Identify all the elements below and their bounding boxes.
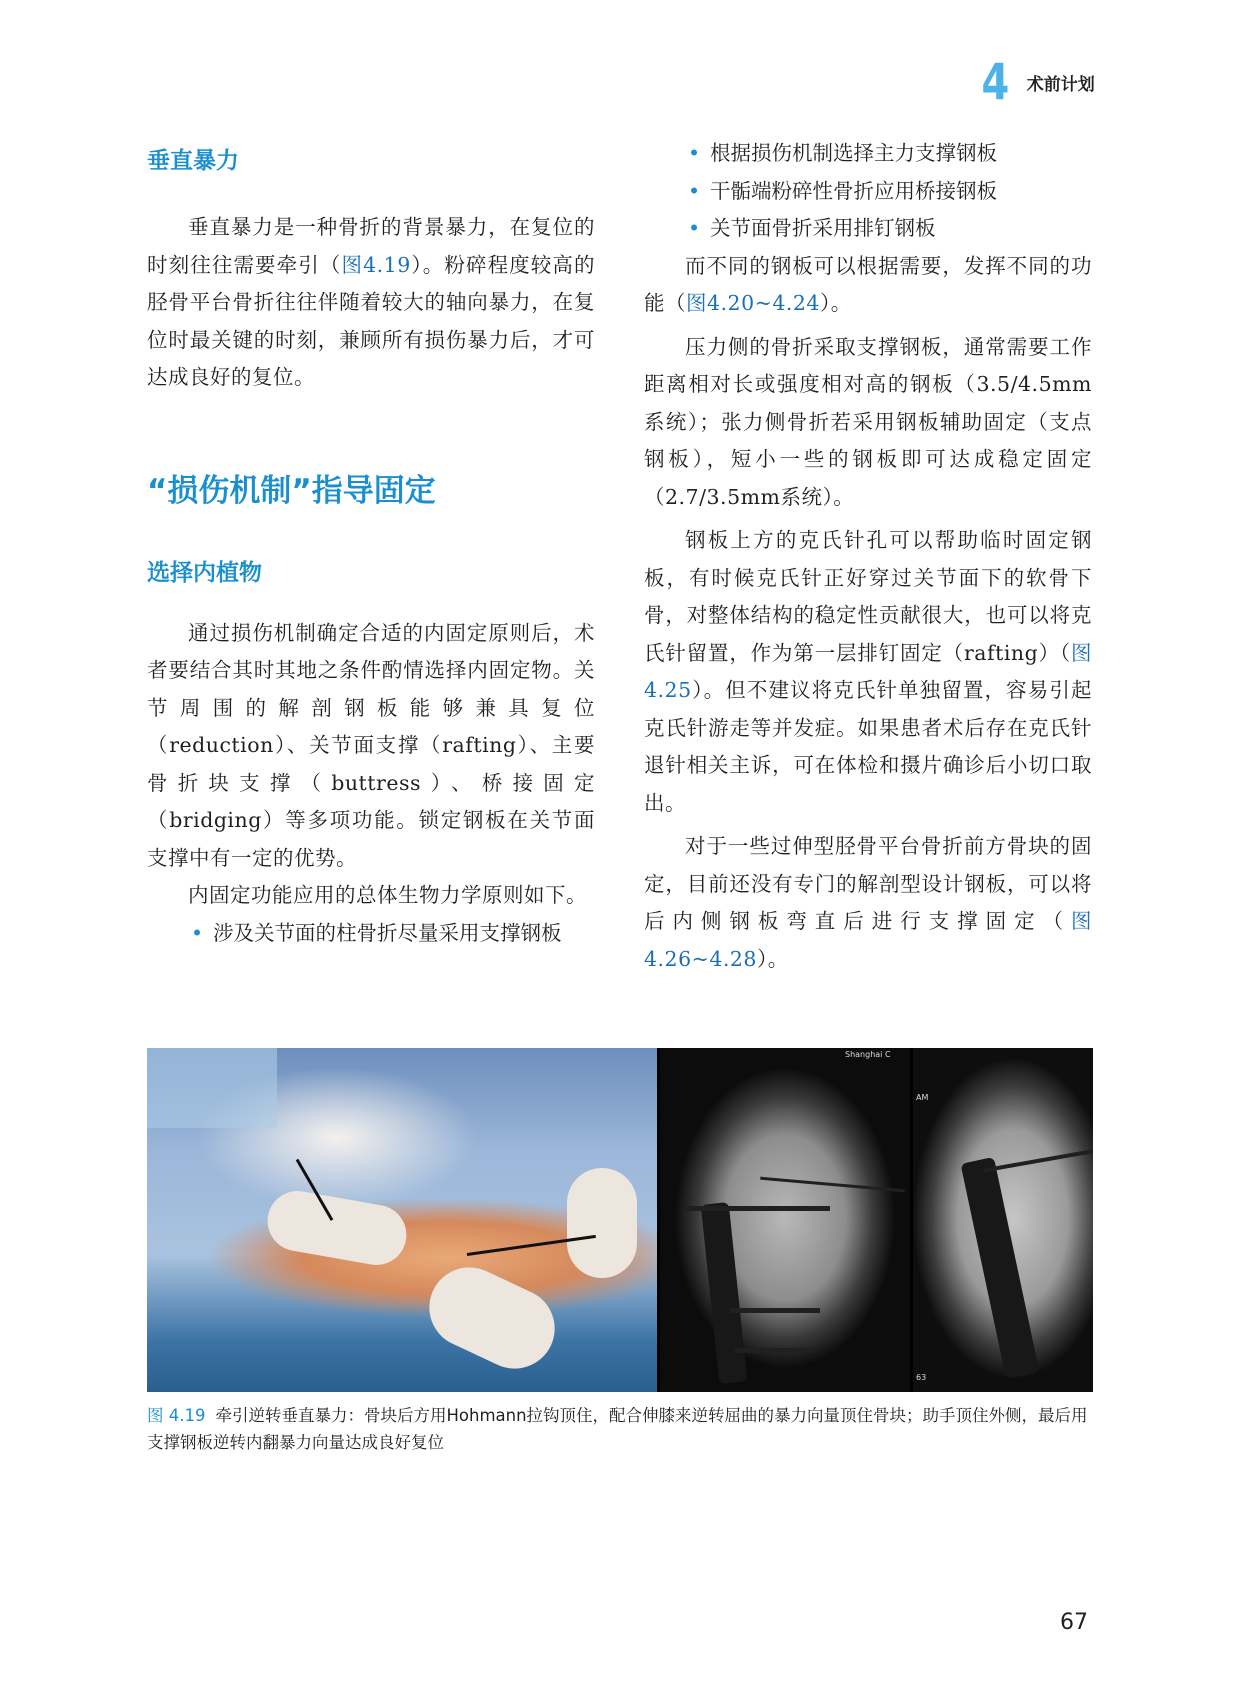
figure-caption <box>147 1402 1093 1456</box>
xray-label: Shanghai C <box>845 1050 891 1059</box>
surgery-photo <box>147 1048 657 1392</box>
paragraph-compression-side: 压力侧的骨折采取支撑钢板，通常需要工作距离相对长或强度相对高的钢板（3.5/4.5mm系统）；张力侧骨折若采用钢板辅助固定（支点钢板），短小一些的钢板即可达成稳定固定（2.7/3.5mm系统）。 <box>644 334 1092 509</box>
xray-label: AM <box>916 1093 929 1102</box>
kirschner-wire <box>760 1177 905 1193</box>
xray-lateral-view <box>913 1048 1093 1392</box>
support-plate <box>961 1157 1040 1379</box>
bullet-icon: • <box>688 216 701 240</box>
figure-reference-4-25[interactable]: 图4.25 <box>644 640 1092 702</box>
support-plate <box>701 1202 748 1384</box>
screw <box>735 1348 815 1353</box>
paragraph-implant-selection: 通过损伤机制确定合适的内固定原则后，术者要结合其时其地之条件酌情选择内固定物。关节周围的解剖钢板能够兼具复位（reduction）、关节面支撑（rafting）、主要骨折块支撑（buttress）、桥接固定（bridging）等多项功能。锁定钢板在关节面支撑中有一定的优势。 <box>147 620 595 870</box>
surgeon-glove <box>416 1254 568 1381</box>
kirschner-wire <box>984 1148 1093 1173</box>
figure-4-19 <box>147 1048 1093 1392</box>
chapter-title: 术前计划 <box>1026 74 1095 95</box>
paragraph-principles: 内固定功能应用的总体生物力学原则如下。 <box>188 883 587 907</box>
page-number: 67 <box>1060 1610 1088 1635</box>
xray-ap-view <box>660 1048 910 1392</box>
surgical-drape <box>147 1048 277 1128</box>
subsection-heading-implant: 选择内植物 <box>147 559 262 586</box>
chapter-header <box>978 53 1095 111</box>
paragraph-plate-functions: 而不同的钢板可以根据需要，发挥不同的功能（图4.20~4.24）。 <box>644 253 1092 315</box>
section-heading-vertical-force: 垂直暴力 <box>147 148 239 174</box>
xray-label: 63 <box>916 1373 927 1382</box>
figure-label: 图 4.19 <box>147 1406 206 1425</box>
right-column <box>644 135 1092 978</box>
list-item: • 干骺端粉碎性骨折应用桥接钢板 <box>644 173 1092 211</box>
figure-reference-4-26[interactable]: 图4.26~4.28 <box>644 909 1092 971</box>
list-item: • 根据损伤机制选择主力支撑钢板 <box>644 135 1092 173</box>
retractor-hand <box>567 1168 637 1278</box>
bullet-icon: • <box>688 141 701 165</box>
bullet-icon: • <box>191 920 204 945</box>
section-heading-injury-mechanism: “损伤机制”指导固定 <box>147 472 436 509</box>
figure-reference-4-20[interactable]: 图4.20~4.24 <box>686 291 820 315</box>
bullet-icon: • <box>688 178 701 203</box>
screw <box>730 1308 820 1313</box>
screw <box>685 1206 830 1211</box>
paragraph-hyperextension: 对于一些过伸型胫骨平台骨折前方骨块的固定，目前还没有专门的解剖型设计钢板，可以将后内侧钢板弯直后进行支撑固定（图4.26~4.28）。 <box>644 834 1092 971</box>
caption-text: 牵引逆转垂直暴力：骨块后方用Hohmann拉钩顶住，配合伸膝来逆转屈曲的暴力向量顶住骨块；助手顶住外侧，最后用支撑钢板逆转内翻暴力向量达成良好复位 <box>147 1406 1088 1452</box>
left-column <box>147 140 595 952</box>
assistant-glove <box>263 1186 411 1269</box>
paragraph-vertical-force: 垂直暴力是一种骨折的背景暴力，在复位的时刻往往需要牵引（图4.19）。粉碎程度较高的胫骨平台骨折往往伴随着较大的轴向暴力，在复位时最关键的时刻，兼顾所有损伤暴力后，才可达成良好的复位。 <box>147 215 596 389</box>
figure-reference-4-19[interactable]: 图4.19 <box>341 252 411 277</box>
list-item: • 涉及关节面的柱骨折尽量采用支撑钢板 <box>147 915 595 953</box>
paragraph-kirschner-wire: 钢板上方的克氏针孔可以帮助临时固定钢板，有时候克氏针正好穿过关节面下的软骨下骨，对整体结构的稳定性贡献很大，也可以将克氏针留置，作为第一层排钉固定（rafting）（图4.25）。但不建议将克氏针单独留置，容易引起克氏针游走等并发症。如果患者术后存在克氏针退针相关主诉，可在体检和摄片确诊后小切口取出。 <box>644 528 1092 815</box>
list-item: • 关节面骨折采用排钉钢板 <box>644 210 1092 248</box>
chapter-number: 4 <box>981 53 1010 111</box>
